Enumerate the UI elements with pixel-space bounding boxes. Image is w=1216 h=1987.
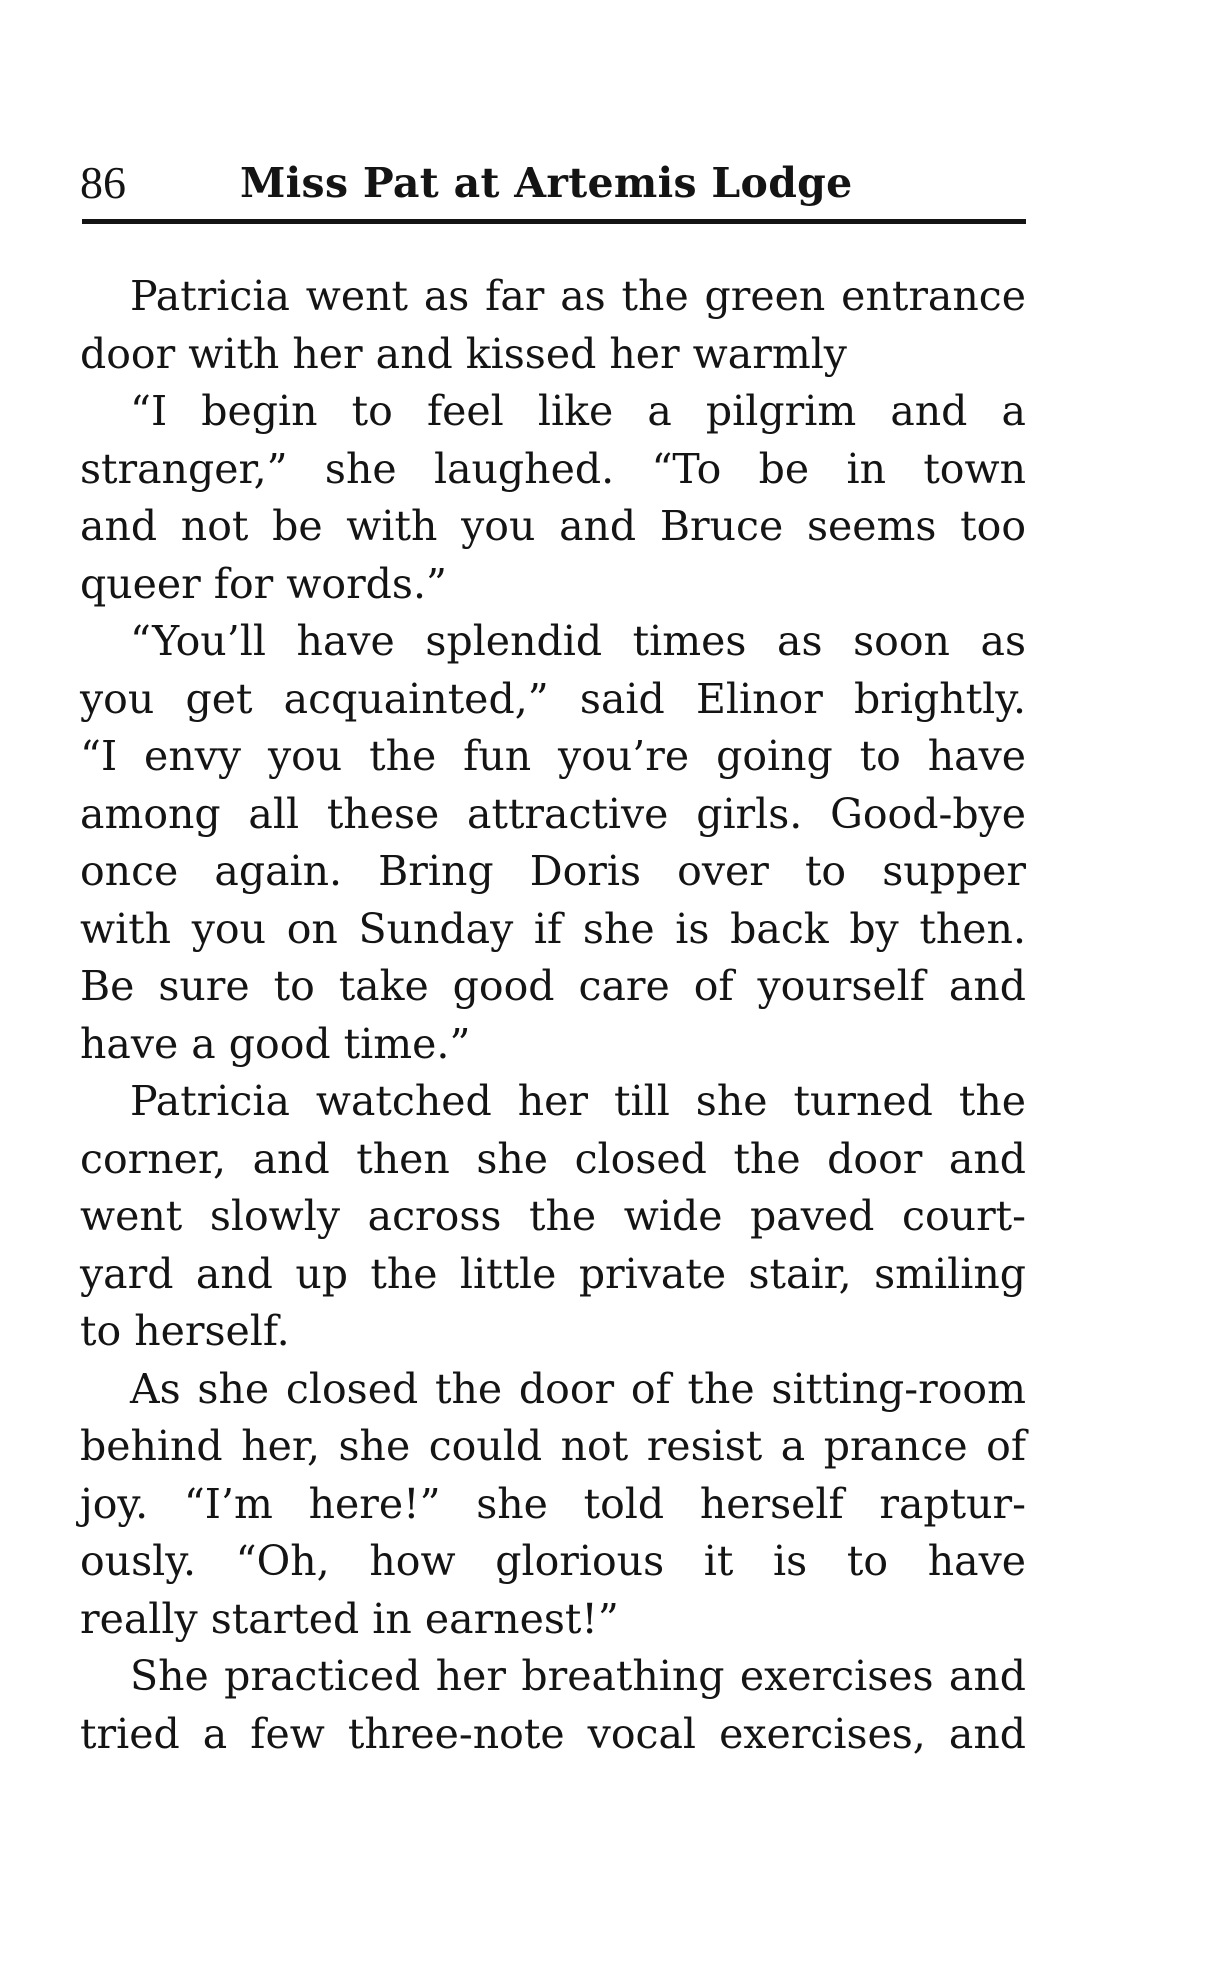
text-line: behind her, she could not resist a prance of <box>80 1422 1026 1470</box>
page-number: 86 <box>80 157 126 208</box>
text-line: Be sure to take good care of yourself and <box>80 962 1026 1010</box>
text-line: corner, and then she closed the door and <box>80 1134 1026 1183</box>
header-rule <box>82 219 1026 224</box>
text-line: stranger,” she laughed. “To be in town <box>80 444 1026 493</box>
text-line: and not be with you and Bruce seems too <box>80 502 1026 550</box>
text-line: “You’ll have splendid times as soon as <box>130 617 1026 665</box>
text-line: door with her and kissed her warmly <box>80 329 847 378</box>
text-line: tried a few three-note vocal exercises, and <box>80 1709 1026 1758</box>
text-line: really started in earnest!” <box>80 1594 619 1643</box>
text-line: joy. “I’m here!” she told herself raptur- <box>80 1479 1026 1528</box>
text-line: As she closed the door of the sitting-room <box>130 1364 1026 1413</box>
running-header <box>80 152 1026 208</box>
text-line: with you on Sunday if she is back by then. <box>80 904 1026 953</box>
text-line: yard and up the little private stair, smiling <box>80 1249 1026 1298</box>
text-line: have a good time.” <box>80 1019 471 1068</box>
text-line: queer for words.” <box>80 559 447 608</box>
body-text <box>80 268 1026 1763</box>
running-title: Miss Pat at Artemis Lodge <box>240 159 853 207</box>
text-line: Patricia went as far as the green entrance <box>130 272 1026 320</box>
text-line: “I envy you the fun you’re going to have <box>80 732 1026 780</box>
text-line: went slowly across the wide paved court- <box>80 1192 1026 1240</box>
text-line: you get acquainted,” said Elinor brightly. <box>80 674 1026 723</box>
text-line: to herself. <box>80 1307 290 1355</box>
text-line: Patricia watched her till she turned the <box>130 1077 1026 1125</box>
text-line: She practiced her breathing exercises and <box>130 1652 1026 1700</box>
text-line: once again. Bring Doris over to supper <box>80 847 1026 895</box>
text-line: “I begin to feel like a pilgrim and a <box>130 387 1026 435</box>
text-line: ously. “Oh, how glorious it is to have <box>80 1537 1026 1585</box>
text-line: among all these attractive girls. Good-bye <box>80 789 1026 838</box>
